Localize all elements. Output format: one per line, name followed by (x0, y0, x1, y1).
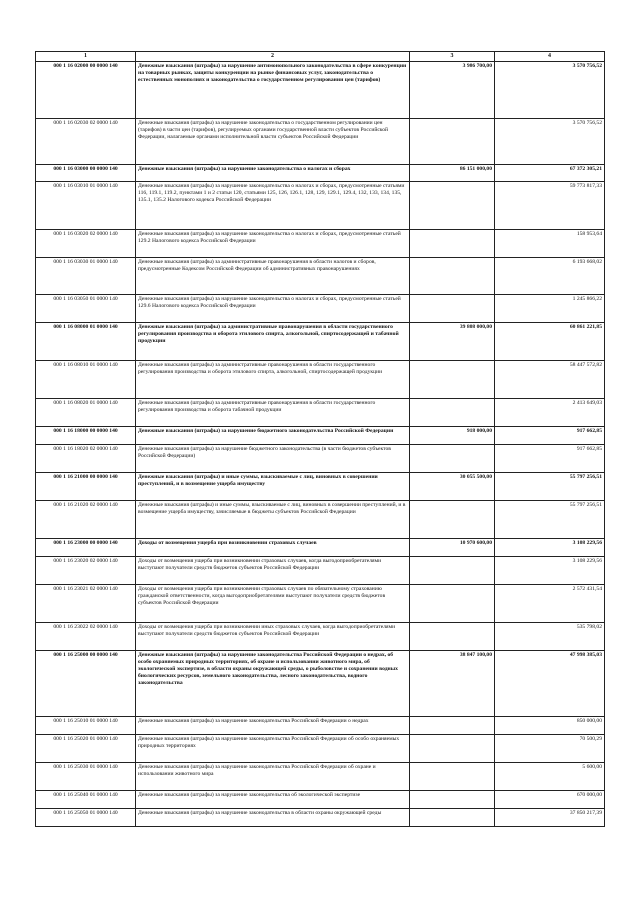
plan-amount-cell: 86 151 000,00 (410, 165, 495, 182)
description-cell: Денежные взыскания (штрафы) за нарушение законодательства Российской Федерации об охране и использовании животного мира (136, 763, 410, 791)
table-row (36, 165, 605, 182)
description-cell: Денежные взыскания (штрафы) за административные правонарушения в области государственного регулирования производства и оборота этилового спирта, алкогольной, спиртосодержащей и табачной продукции (136, 323, 410, 361)
table-row (36, 182, 605, 230)
actual-amount-cell: 5 600,00 (495, 763, 605, 791)
plan-amount-cell (410, 361, 495, 399)
table-row (36, 585, 605, 623)
column-header-code: 1 (36, 52, 136, 62)
budget-code-cell: 000 1 16 03030 01 0000 140 (36, 258, 136, 295)
plan-amount-cell: 38 847 100,00 (410, 651, 495, 717)
description-cell: Денежные взыскания (штрафы) и иные суммы, взыскиваемые с лиц, виновных в совершении преступлений, и в возмещение ущерба имуществу, зачисляемые в бюджеты субъектов Российской Федерации (136, 501, 410, 539)
plan-amount-cell: 3 986 700,00 (410, 62, 495, 119)
table-row (36, 427, 605, 445)
plan-amount-cell (410, 230, 495, 258)
actual-amount-cell: 3 108 229,56 (495, 557, 605, 585)
actual-amount-cell: 3 108 229,56 (495, 539, 605, 557)
budget-code-cell: 000 1 16 25030 01 0000 140 (36, 763, 136, 791)
table-row (36, 809, 605, 827)
table-row (36, 717, 605, 735)
budget-code-cell: 000 1 16 25010 01 0000 140 (36, 717, 136, 735)
description-cell: Денежные взыскания (штрафы) и иные суммы, взыскиваемые с лиц, виновных в совершении преступлений, и в возмещение ущерба имуществу (136, 473, 410, 501)
description-cell: Денежные взыскания (штрафы) за нарушение законодательства в области охраны окружающей среды (136, 809, 410, 827)
actual-amount-cell: 158 953,64 (495, 230, 605, 258)
plan-amount-cell (410, 119, 495, 165)
plan-amount-cell (410, 735, 495, 763)
actual-amount-cell: 3 570 756,52 (495, 62, 605, 119)
table-row (36, 763, 605, 791)
budget-code-cell: 000 1 16 25050 01 0000 140 (36, 809, 136, 827)
plan-amount-cell (410, 557, 495, 585)
budget-code-cell: 000 1 16 02030 02 0000 140 (36, 119, 136, 165)
plan-amount-cell (410, 258, 495, 295)
description-cell: Денежные взыскания (штрафы) за нарушение законодательства о налогах и сборах, предусмотренные статьей 129.2 Налогового кодекса Российской Федерации (136, 230, 410, 258)
table-row (36, 258, 605, 295)
budget-code-cell: 000 1 16 25020 01 0000 140 (36, 735, 136, 763)
plan-amount-cell (410, 445, 495, 473)
table-row (36, 119, 605, 165)
plan-amount-cell (410, 501, 495, 539)
description-cell: Денежные взыскания (штрафы) за нарушение бюджетного законодательства (в части бюджетов субъектов Российской Федерации) (136, 445, 410, 473)
description-cell: Денежные взыскания (штрафы) за нарушение бюджетного законодательства Российской Федерации (136, 427, 410, 445)
description-cell: Денежные взыскания (штрафы) за нарушение законодательства о государственном регулировании цен (тарифов) в части цен (тарифов), регулируемых органами государственной власти субъектов Российской Федерации, налагаемые органами исполнительной власти субъектов Российской Федерации (136, 119, 410, 165)
budget-code-cell: 000 1 16 23022 02 0000 140 (36, 623, 136, 651)
plan-amount-cell: 918 000,00 (410, 427, 495, 445)
budget-code-cell: 000 1 16 18000 00 0000 140 (36, 427, 136, 445)
plan-amount-cell: 39 808 000,00 (410, 323, 495, 361)
description-cell: Доходы от возмещения ущерба при возникновении иных страховых случаев, когда выгодоприобретателями выступают получатели средств бюджетов субъектов Российской Федерации (136, 623, 410, 651)
actual-amount-cell: 37 850 217,39 (495, 809, 605, 827)
actual-amount-cell: 2 413 649,03 (495, 399, 605, 427)
plan-amount-cell (410, 717, 495, 735)
plan-amount-cell (410, 623, 495, 651)
table-row (36, 295, 605, 323)
actual-amount-cell: 55 797 256,51 (495, 473, 605, 501)
revenue-table (35, 51, 605, 827)
actual-amount-cell: 60 861 221,85 (495, 323, 605, 361)
actual-amount-cell: 1 245 866,22 (495, 295, 605, 323)
description-cell: Денежные взыскания (штрафы) за административные правонарушения в области налогов и сборов, предусмотренные Кодексом Российской Федерации об административных правонарушениях (136, 258, 410, 295)
budget-code-cell: 000 1 16 23000 00 0000 140 (36, 539, 136, 557)
budget-code-cell: 000 1 16 08000 01 0000 140 (36, 323, 136, 361)
column-header-plan: 3 (410, 52, 495, 62)
plan-amount-cell: 30 055 500,00 (410, 473, 495, 501)
plan-amount-cell (410, 763, 495, 791)
description-cell: Доходы от возмещения ущерба при возникновении страховых случаев по обязательному страхованию гражданской ответственности, когда выгодоприобретателями выступают получатели средств бюджетов субъектов Российской Федерации (136, 585, 410, 623)
actual-amount-cell: 670 000,00 (495, 791, 605, 809)
plan-amount-cell (410, 399, 495, 427)
table-row (36, 791, 605, 809)
table-row (36, 361, 605, 399)
table-row (36, 62, 605, 119)
description-cell: Денежные взыскания (штрафы) за нарушение законодательства Российской Федерации о недрах (136, 717, 410, 735)
table-row (36, 623, 605, 651)
description-cell: Денежные взыскания (штрафы) за нарушение законодательства о налогах и сборах, предусмотренные статьей 129.6 Налогового кодекса Российской Федерации (136, 295, 410, 323)
table-row (36, 539, 605, 557)
plan-amount-cell (410, 295, 495, 323)
description-cell: Денежные взыскания (штрафы) за нарушение законодательства Российской Федерации об особо охраняемых природных территориях (136, 735, 410, 763)
actual-amount-cell: 6 193 668,02 (495, 258, 605, 295)
column-header-name: 2 (136, 52, 410, 62)
actual-amount-cell: 47 998 385,03 (495, 651, 605, 717)
plan-amount-cell (410, 585, 495, 623)
actual-amount-cell: 59 773 817,33 (495, 182, 605, 230)
budget-code-cell: 000 1 16 08020 01 0000 140 (36, 399, 136, 427)
actual-amount-cell: 535 798,02 (495, 623, 605, 651)
column-header-fact: 4 (495, 52, 605, 62)
plan-amount-cell: 10 970 600,00 (410, 539, 495, 557)
table-row (36, 651, 605, 717)
budget-code-cell: 000 1 16 03010 01 0000 140 (36, 182, 136, 230)
table-row (36, 735, 605, 763)
budget-code-cell: 000 1 16 25040 01 0000 140 (36, 791, 136, 809)
budget-code-cell: 000 1 16 23020 02 0000 140 (36, 557, 136, 585)
budget-code-cell: 000 1 16 02000 00 0000 140 (36, 62, 136, 119)
plan-amount-cell (410, 182, 495, 230)
table-row (36, 473, 605, 501)
description-cell: Денежные взыскания (штрафы) за нарушение законодательства о налогах и сборах, предусмотренные статьями 116, 119.1, 119.2, пунктами 1 и 2 статьи 120, статьями 125, 126, 126.1, 128, 129, 129.1, 129.4, 132, 133, 134, 135, 135.1, 135.2 Налогового кодекса Российской Федерации (136, 182, 410, 230)
plan-amount-cell (410, 809, 495, 827)
actual-amount-cell: 917 662,85 (495, 427, 605, 445)
budget-code-cell: 000 1 16 03050 01 0000 140 (36, 295, 136, 323)
budget-code-cell: 000 1 16 25000 00 0000 140 (36, 651, 136, 717)
table-header-row (36, 52, 605, 62)
description-cell: Денежные взыскания (штрафы) за административные правонарушения в области государственного регулирования производства и оборота табачной продукции (136, 399, 410, 427)
budget-code-cell: 000 1 16 03020 02 0000 140 (36, 230, 136, 258)
budget-code-cell: 000 1 16 03000 00 0000 140 (36, 165, 136, 182)
actual-amount-cell: 58 447 572,82 (495, 361, 605, 399)
budget-code-cell: 000 1 16 18020 02 0000 140 (36, 445, 136, 473)
budget-code-cell: 000 1 16 21020 02 0000 140 (36, 501, 136, 539)
budget-code-cell: 000 1 16 08010 01 0000 140 (36, 361, 136, 399)
actual-amount-cell: 850 000,00 (495, 717, 605, 735)
budget-code-cell: 000 1 16 23021 02 0000 140 (36, 585, 136, 623)
actual-amount-cell: 917 662,85 (495, 445, 605, 473)
table-row (36, 230, 605, 258)
actual-amount-cell: 55 797 256,51 (495, 501, 605, 539)
table-row (36, 557, 605, 585)
table-row (36, 501, 605, 539)
plan-amount-cell (410, 791, 495, 809)
table-body (36, 62, 605, 827)
actual-amount-cell: 3 570 756,52 (495, 119, 605, 165)
description-cell: Денежные взыскания (штрафы) за нарушение законодательства о налогах и сборах (136, 165, 410, 182)
description-cell: Денежные взыскания (штрафы) за нарушение законодательства Российской Федерации о недрах, об особо охраняемых природных территориях, об охране и использовании животного мира, об экологической экспертизе, в области охраны окружающей среды, о рыболовстве и сохранении водных биологических ресурсов, земельного законодательства, лесного законодательства, водного законодательства (136, 651, 410, 717)
table-row (36, 323, 605, 361)
actual-amount-cell: 2 572 431,54 (495, 585, 605, 623)
table-row (36, 399, 605, 427)
description-cell: Денежные взыскания (штрафы) за административные правонарушения в области государственного регулирования производства и оборота этилового спирта, алкогольной, спиртосодержащей продукции (136, 361, 410, 399)
description-cell: Денежные взыскания (штрафы) за нарушение законодательства об экологической экспертизе (136, 791, 410, 809)
description-cell: Денежные взыскания (штрафы) за нарушение антимонопольного законодательства в сфере конкуренции на товарных рынках, защиты конкуренции на рынке финансовых услуг, законодательства о естественных монополиях и законодательства о государственном регулировании цен (тарифов) (136, 62, 410, 119)
description-cell: Доходы от возмещения ущерба при возникновении страховых случаев (136, 539, 410, 557)
budget-code-cell: 000 1 16 21000 00 0000 140 (36, 473, 136, 501)
description-cell: Доходы от возмещения ущерба при возникновении страховых случаев, когда выгодоприобретателями выступают получатели средств бюджетов субъектов Российской Федерации (136, 557, 410, 585)
table-row (36, 445, 605, 473)
actual-amount-cell: 70 500,29 (495, 735, 605, 763)
actual-amount-cell: 67 372 305,21 (495, 165, 605, 182)
